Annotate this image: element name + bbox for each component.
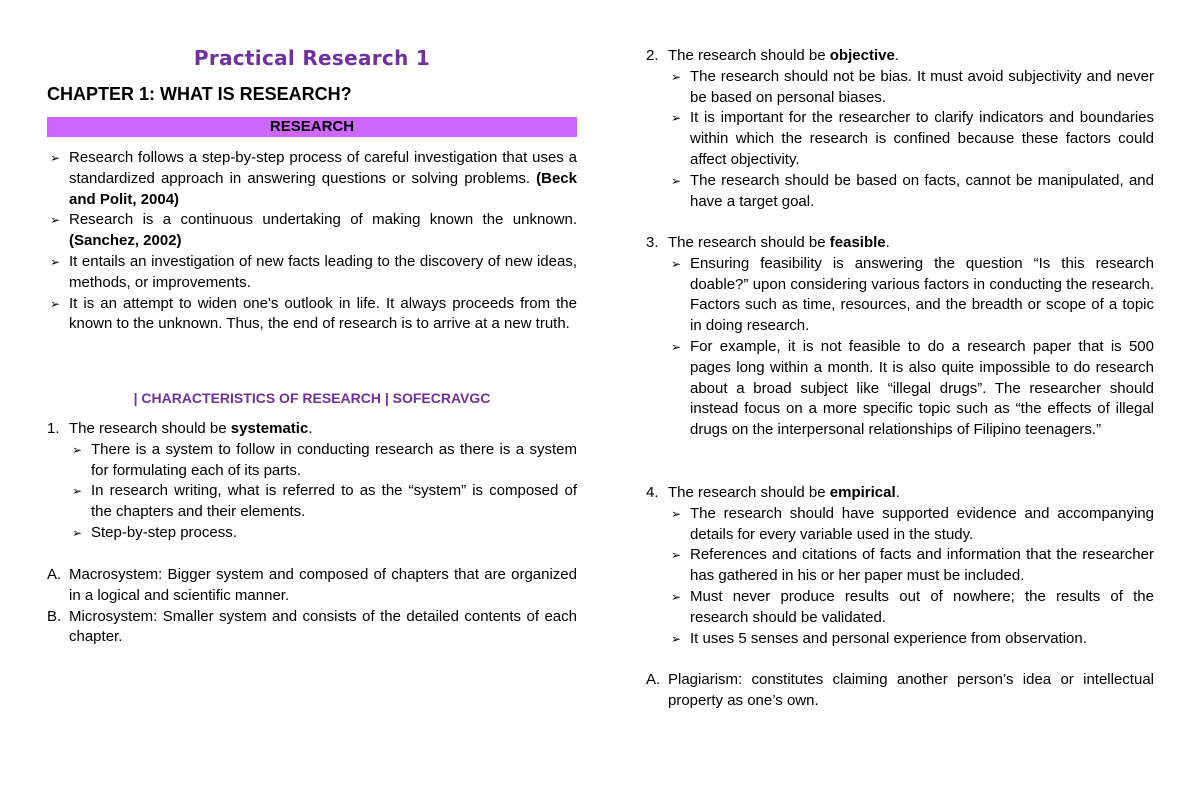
bullet-text: References and citations of facts and information that the researcher has gathered in his or her paper must be included. bbox=[690, 546, 1154, 585]
bullet-text: It entails an investigation of new facts leading to the discovery of new ideas, methods, or improvements. bbox=[69, 252, 577, 291]
arrow-bullet-icon: ➢ bbox=[671, 69, 682, 84]
arrow-bullet-icon: ➢ bbox=[671, 631, 682, 646]
item-keyword: feasible bbox=[829, 234, 886, 251]
list-item bbox=[47, 565, 577, 607]
characteristics-heading: | CHARACTERISTICS OF RESEARCH | SOFECRAVGC bbox=[133, 390, 491, 406]
item-number: 4. bbox=[646, 484, 659, 501]
arrow-bullet-icon: ➢ bbox=[671, 173, 682, 188]
bullet-text: For example, it is not feasible to do a research paper that is 500 pages long within a month. It is also quite impossible to do research about a broad subject like “illegal drugs”. The researcher should instead focus on a more specific topic such as “the effects of illegal drugs on the interpersonal relationships of Filipino teenagers.” bbox=[690, 337, 1154, 439]
arrow-bullet-icon: ➢ bbox=[50, 296, 61, 311]
list-item bbox=[47, 148, 577, 210]
list-item bbox=[69, 440, 577, 482]
sub-item-mark: A. bbox=[47, 566, 62, 583]
item-keyword: objective bbox=[829, 47, 895, 64]
document-title: Practical Research 1 bbox=[193, 46, 431, 70]
arrow-bullet-icon: ➢ bbox=[671, 506, 682, 521]
list-item bbox=[47, 607, 577, 649]
list-item bbox=[668, 171, 1154, 213]
bullet-text: The research should not be bias. It must avoid subjectivity and never be based on personal biases. bbox=[690, 67, 1154, 106]
bullet-text: Step-by-step process. bbox=[91, 523, 237, 541]
bullet-text: The research should have supported evidence and accompanying details for every variable used in the study. bbox=[690, 504, 1154, 543]
empirical-sub-items bbox=[646, 670, 1154, 712]
list-item bbox=[668, 545, 1154, 587]
characteristic-feasible bbox=[646, 233, 1154, 441]
list-item bbox=[668, 587, 1154, 629]
list-item bbox=[646, 46, 1154, 67]
sub-item-text: Plagiarism: constitutes claiming another person’s idea or intellectual property as one’s own. bbox=[668, 671, 1154, 709]
citation: (Sanchez, 2002) bbox=[69, 232, 182, 250]
bullet-text: It uses 5 senses and personal experience from observation. bbox=[690, 629, 1087, 647]
list-item bbox=[47, 294, 577, 336]
list-item bbox=[47, 419, 577, 440]
arrow-bullet-icon: ➢ bbox=[671, 339, 682, 354]
bullet-text: Research is a continuous undertaking of making known the unknown. bbox=[69, 211, 577, 229]
characteristic-systematic bbox=[47, 419, 577, 544]
bullet-text: Research follows a step-by-step process of careful investigation that uses a standardized approach in answering questions or solving problems. bbox=[69, 149, 577, 187]
item-trail: . bbox=[895, 484, 900, 501]
bullet-text: In research writing, what is referred to as the “system” is composed of the chapters and their elements. bbox=[91, 482, 577, 521]
list-item bbox=[668, 67, 1154, 109]
list-item bbox=[668, 108, 1154, 170]
list-item bbox=[69, 523, 577, 544]
item-keyword: systematic bbox=[230, 420, 309, 437]
item-number: 2. bbox=[646, 47, 659, 64]
sub-item-mark: A. bbox=[646, 671, 661, 688]
bullet-text: It is an attempt to widen one's outlook in life. It always proceeds from the known to the unknown. Thus, the end of research is to arrive at a new truth. bbox=[69, 294, 577, 333]
list-item bbox=[646, 483, 1154, 504]
item-number: 1. bbox=[47, 420, 60, 437]
item-trail: . bbox=[885, 234, 890, 251]
bullet-text: The research should be based on facts, cannot be manipulated, and have a target goal. bbox=[690, 171, 1154, 210]
arrow-bullet-icon: ➢ bbox=[72, 484, 83, 499]
list-item bbox=[668, 337, 1154, 441]
arrow-bullet-icon: ➢ bbox=[671, 548, 682, 563]
list-item bbox=[47, 252, 577, 294]
characteristic-objective bbox=[646, 46, 1154, 212]
list-item bbox=[646, 233, 1154, 254]
arrow-bullet-icon: ➢ bbox=[50, 213, 61, 228]
item-lead: The research should be bbox=[69, 420, 231, 437]
chapter-title: CHAPTER 1: WHAT IS RESEARCH? bbox=[47, 84, 352, 104]
bullet-text: Must never produce results out of nowhere; the results of the research should be validated. bbox=[690, 587, 1154, 626]
bullet-text: It is important for the researcher to clarify indicators and boundaries within which the research is confined because these factors could affect objectivity. bbox=[690, 109, 1154, 168]
systematic-sub-items bbox=[47, 565, 577, 648]
item-number: 3. bbox=[646, 234, 659, 251]
item-lead: The research should be bbox=[668, 47, 830, 64]
sub-item-mark: B. bbox=[47, 607, 62, 625]
arrow-bullet-icon: ➢ bbox=[671, 589, 682, 604]
bullet-text: Ensuring feasibility is answering the question “Is this research doable?” upon considering various factors in conducting the research. Factors such as time, resources, and the breadth or scope of a topic in doing research. bbox=[690, 254, 1154, 335]
citation: (Beck and Polit, 2004) bbox=[69, 169, 577, 208]
list-item bbox=[668, 504, 1154, 546]
item-trail: . bbox=[894, 47, 899, 64]
item-trail: . bbox=[308, 420, 313, 437]
arrow-bullet-icon: ➢ bbox=[72, 442, 83, 457]
item-lead: The research should be bbox=[668, 234, 830, 251]
research-definition-list bbox=[47, 148, 577, 335]
arrow-bullet-icon: ➢ bbox=[50, 254, 61, 269]
list-item bbox=[69, 481, 577, 523]
arrow-bullet-icon: ➢ bbox=[50, 151, 61, 165]
sub-item-text: Microsystem: Smaller system and consists of the detailed contents of each chapter. bbox=[69, 607, 577, 646]
sub-item-text: Macrosystem: Bigger system and composed of chapters that are organized in a logical and scientific manner. bbox=[69, 566, 577, 604]
item-keyword: empirical bbox=[829, 484, 896, 501]
item-lead: The research should be bbox=[668, 484, 830, 501]
list-item bbox=[668, 629, 1154, 650]
arrow-bullet-icon: ➢ bbox=[671, 256, 682, 271]
bullet-text: There is a system to follow in conducting research as there is a system for formulating each of its parts. bbox=[91, 440, 577, 479]
list-item bbox=[668, 254, 1154, 337]
list-item bbox=[47, 210, 577, 252]
arrow-bullet-icon: ➢ bbox=[671, 111, 682, 126]
characteristic-empirical bbox=[646, 483, 1154, 649]
research-section-band: RESEARCH bbox=[47, 117, 577, 137]
arrow-bullet-icon: ➢ bbox=[72, 525, 83, 540]
list-item bbox=[646, 670, 1154, 712]
